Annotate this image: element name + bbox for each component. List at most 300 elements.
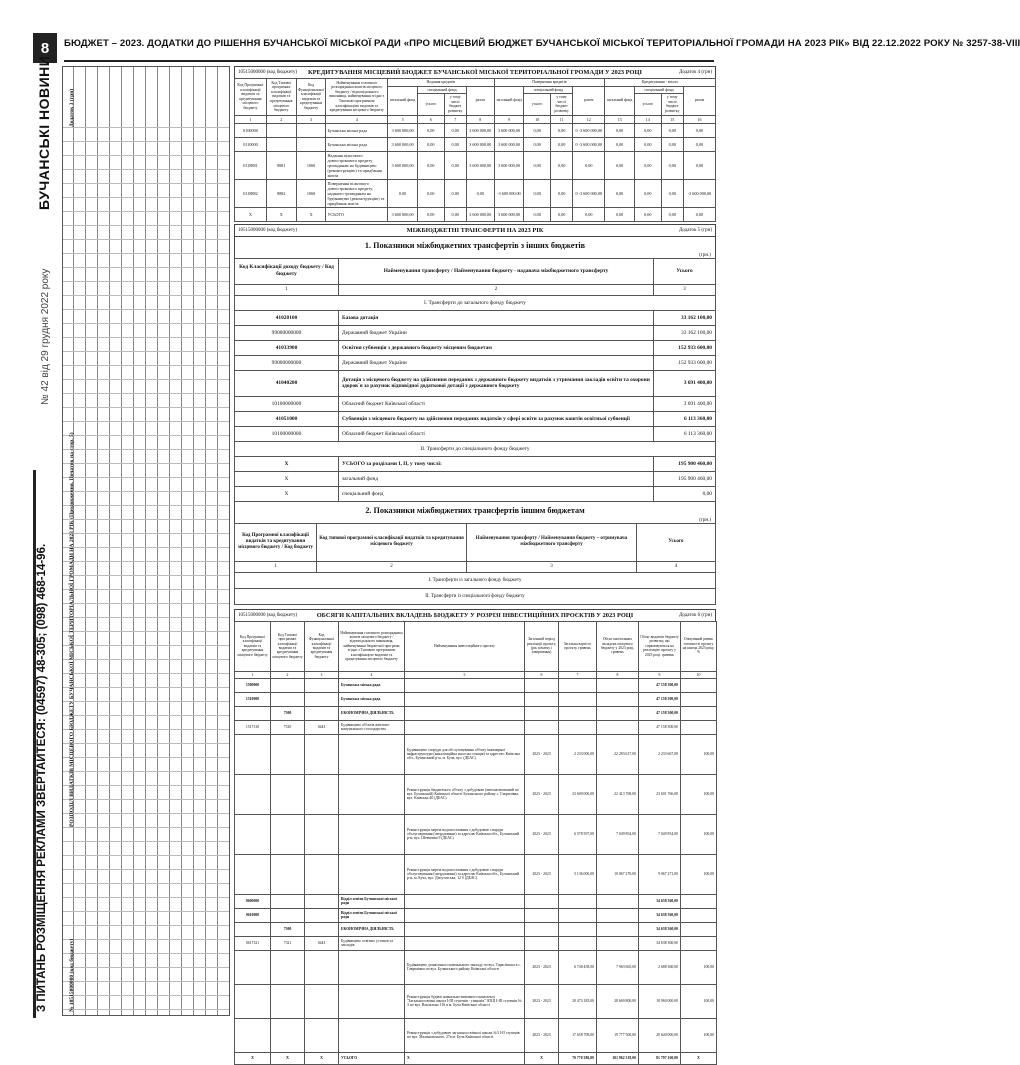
invest-cell: 0617321 xyxy=(235,936,271,950)
invest-cell: 7 963 665,00 xyxy=(597,950,639,984)
invest-cell xyxy=(559,720,597,734)
invest-cell xyxy=(681,908,717,922)
credit-col-number: 3 xyxy=(296,115,326,123)
invest-cell xyxy=(271,734,305,774)
invest-cell xyxy=(235,922,271,936)
invest-cell xyxy=(405,908,525,922)
credit-h-g3: Кредитування - всього xyxy=(605,79,716,87)
credit-cell: 0,00 xyxy=(683,151,715,179)
transfers-name-cell: Обласний бюджет Київської області xyxy=(339,426,654,441)
invest-cell xyxy=(305,854,339,894)
invest-cell: 47 158 300,00 xyxy=(639,692,681,706)
invest-cell: 100,00 xyxy=(681,734,717,774)
rot-code: № 10515000000 (код бюджету) xyxy=(69,938,75,1012)
transfers-code-cell: 10100000000 xyxy=(235,396,339,411)
rot-grid-line xyxy=(181,67,182,1015)
credit-cell: 0,00 xyxy=(444,151,466,179)
transfers-value-cell: 0,00 xyxy=(654,486,716,501)
rot-grid-line xyxy=(63,715,229,716)
invest-cell: 10 067 270,00 xyxy=(597,854,639,894)
transfers-h3: Усього xyxy=(654,258,716,284)
credit-cell: 3 600 000,00 xyxy=(466,207,494,221)
invest-cell xyxy=(681,922,717,936)
invest-cell: 7321 xyxy=(271,936,305,950)
invest-row xyxy=(235,950,717,984)
credit-cell: 0,00 xyxy=(683,123,715,137)
rot-grid-line xyxy=(169,67,170,1015)
invest-cell xyxy=(339,734,405,774)
credit-cell: 0,00 xyxy=(417,179,444,207)
invest-cell xyxy=(597,678,639,692)
credit-col-number: 16 xyxy=(683,115,715,123)
credit-cell: 0,00 xyxy=(550,137,572,151)
rot-grid-line xyxy=(63,603,229,604)
transfers-code-cell: 41040200 xyxy=(235,370,339,396)
invest-cell xyxy=(559,706,597,720)
credit-cell: 3 600 000,00 xyxy=(494,123,524,137)
invest-cell xyxy=(271,908,305,922)
credit-cell: 0,00 xyxy=(605,137,635,151)
transfers-section-2: II. Трансферти до спеціального фонду бюджету xyxy=(235,441,716,456)
invest-row xyxy=(235,1052,717,1064)
credit-cell: 0 -3 600 000,00 xyxy=(573,137,605,151)
invest-cell xyxy=(405,922,525,936)
invest-cell: 100,00 xyxy=(681,854,717,894)
invest-col-number: 7 xyxy=(559,671,597,678)
invest-number-row xyxy=(235,671,717,678)
credit-h-total: разом xyxy=(573,86,605,115)
credit-cell: 8882 xyxy=(266,179,296,207)
invest-cell: 2 233 000,00 xyxy=(559,734,597,774)
rot-grid-line xyxy=(63,645,229,646)
rot-grid-line xyxy=(63,393,229,394)
invest-cell: 23 601 766,00 xyxy=(639,774,681,814)
invest-cell: 2023 - 2023 xyxy=(525,734,559,774)
credit-col-number: 8 xyxy=(466,115,494,123)
invest-cell xyxy=(405,706,525,720)
invest-cell xyxy=(525,692,559,706)
transfers-name-cell: Освітня субвенція з державного бюджету місцевим бюджетам xyxy=(339,340,654,355)
invest-cell xyxy=(271,814,305,854)
rot-grid-line xyxy=(63,533,229,534)
invest-cell: X xyxy=(305,1052,339,1064)
rot-grid-line xyxy=(63,813,229,814)
invest-header xyxy=(234,609,716,621)
invest-cell: 1517310 xyxy=(235,720,271,734)
transfers-code-cell: 41033900 xyxy=(235,340,339,355)
invest-cell xyxy=(339,854,405,894)
transfers-unit: (грн.) xyxy=(699,252,711,258)
credit-cell: 0,00 xyxy=(635,137,662,151)
invest-cell: 2023 - 2023 xyxy=(525,1018,559,1052)
rot-grid-line xyxy=(63,995,229,996)
transfers-value-cell: 6 113 360,00 xyxy=(654,426,716,441)
invest-cell xyxy=(339,774,405,814)
credit-cell: 0,00 xyxy=(573,151,605,179)
credit-cell: 0,00 xyxy=(605,179,635,207)
rot-grid-line xyxy=(63,659,229,660)
rot-grid-line xyxy=(205,67,206,1015)
transfers-code-cell: 10100000000 xyxy=(235,426,339,441)
credit-col-number: 2 xyxy=(266,115,296,123)
transfers-value-cell: 152 933 600,00 xyxy=(654,340,716,355)
credit-cell: -3 600 000,00 xyxy=(683,179,715,207)
transfers-value-cell: 3 691 400,00 xyxy=(654,396,716,411)
transfers-code-cell: 41051000 xyxy=(235,411,339,426)
rot-grid-line xyxy=(63,127,229,128)
rot-grid-line xyxy=(63,169,229,170)
invest-cell xyxy=(681,692,717,706)
credit-row xyxy=(235,151,716,179)
invest-cell: 6 748 458,00 xyxy=(559,950,597,984)
credit-cell: 3 600 000,00 xyxy=(388,151,418,179)
ads-contact: З ПИТАНЬ РОЗМІЩЕННЯ РЕКЛАМИ ЗВЕРТАЙТЕСЯ: (04597) 48-305; (098) 468-14-96. xyxy=(36,543,48,1012)
credit-h-g2: Повернення кредитів xyxy=(494,79,605,87)
invest-cell: Реконструкція мереж водопостачання з добудовою споруди обслуговування (свердловини) за адресою Київська обл., Бучанський р-н, м. Буча, вул. Депутатська, 12 б (ДБАС) xyxy=(405,854,525,894)
invest-cell xyxy=(305,894,339,908)
invest-cell xyxy=(339,950,405,984)
rot-grid-line xyxy=(63,281,229,282)
transfers-value-cell: 33 162 100,00 xyxy=(654,310,716,325)
transfers-name-cell: Обласний бюджет Київської області xyxy=(339,396,654,411)
credit-code: 10515000000 (код бюджету) xyxy=(238,70,298,75)
rot-grid-line xyxy=(63,673,229,674)
invest-cell xyxy=(525,936,559,950)
credit-cell: 3 600 000,00 xyxy=(388,207,418,221)
invest-cell xyxy=(339,1018,405,1052)
credit-cell: 3 600 000,00 xyxy=(388,137,418,151)
invest-annex: Додаток 6 (грн) xyxy=(678,612,712,618)
invest-cell xyxy=(559,692,597,706)
credit-col-number: 1 xyxy=(235,115,267,123)
credit-col-number: 13 xyxy=(605,115,635,123)
transfers-section-1: I. Трансферти до загального фонду бюджету xyxy=(235,295,716,310)
rot-grid-line xyxy=(63,253,229,254)
credit-cell: 0,00 xyxy=(605,207,635,221)
transfers-out-col-number: 2 xyxy=(317,561,467,572)
credit-cell: 0 -3 600 000,00 xyxy=(573,179,605,207)
invest-cell: 6 578 597,00 xyxy=(559,814,597,854)
credit-cell: 0,00 xyxy=(524,179,551,207)
invest-cell xyxy=(271,950,305,984)
transfers-out-number-row xyxy=(235,561,716,572)
invest-cell xyxy=(271,1018,305,1052)
transfers-out-h4: Усього xyxy=(637,523,716,561)
invest-cell xyxy=(559,894,597,908)
invest-cell: 7310 xyxy=(271,720,305,734)
credit-col-number: 14 xyxy=(635,115,662,123)
credit-cell: 0,00 xyxy=(444,123,466,137)
invest-cell xyxy=(597,720,639,734)
rot-grid-line xyxy=(63,743,229,744)
invest-cell xyxy=(271,774,305,814)
rot-grid-line xyxy=(63,631,229,632)
credit-cell: 0118881 xyxy=(235,151,267,179)
invest-cell xyxy=(525,720,559,734)
transfers-row xyxy=(235,340,716,355)
invest-col-number: 5 xyxy=(405,671,525,678)
transfers-out-h3: Найменування трансферту / Найменування бюджету – отримувача міжбюджетного трансферту xyxy=(467,523,637,561)
rot-grid-line xyxy=(63,897,229,898)
invest-cell: 34 638 360,00 xyxy=(639,908,681,922)
rot-grid-line xyxy=(63,239,229,240)
transfers-row xyxy=(235,486,716,501)
credit-cell: 0,00 xyxy=(683,137,715,151)
invest-cell xyxy=(271,854,305,894)
invest-cell: 0443 xyxy=(305,720,339,734)
transfers-value-cell: 3 691 400,00 xyxy=(654,370,716,396)
credit-cell: 0,00 xyxy=(605,151,635,179)
invest-header-cell: Загальний період реалізації проєкту, (рік початку і завершення) xyxy=(525,621,559,671)
invest-cell xyxy=(235,854,271,894)
credit-cell: 0,00 xyxy=(444,137,466,151)
invest-cell: 2023 - 2023 xyxy=(525,854,559,894)
transfers-row xyxy=(235,310,716,325)
credit-h-spec: спеціальний фонд xyxy=(635,86,684,94)
invest-cell xyxy=(305,950,339,984)
transfers-code-cell: 99000000000 xyxy=(235,325,339,340)
invest-cell xyxy=(405,720,525,734)
invest-cell: 100,00 xyxy=(681,774,717,814)
invest-cell: 22 413 768,00 xyxy=(597,774,639,814)
invest-cell xyxy=(681,678,717,692)
invest-cell: X xyxy=(271,1052,305,1064)
transfers-row xyxy=(235,411,716,426)
credit-col-number: 11 xyxy=(550,115,572,123)
rot-grid-line xyxy=(157,67,158,1015)
invest-cell: Реконструкція бюджетного об'єкту з добудовою (автоматизований по вул. Бучанській) Київської області Бучанського району с. Гаврилівка, вул. Київська 40 (ДБАС) xyxy=(405,774,525,814)
invest-cell: Відділ освіти Бучанської міської ради xyxy=(339,908,405,922)
transfers-name-cell: Субвенція з місцевого бюджету на здійснення переданих видатків у сфері освіти за рахунок коштів освітньої субвенції xyxy=(339,411,654,426)
credit-cell: 1060 xyxy=(296,179,326,207)
invest-cell xyxy=(525,678,559,692)
credit-number-row xyxy=(235,115,716,123)
credit-cell: 0,00 xyxy=(605,123,635,137)
credit-cell: 3 600 000,00 xyxy=(466,137,494,151)
invest-cell: 9 067 271,00 xyxy=(639,854,681,894)
invest-cell xyxy=(305,814,339,854)
rot-grid-line xyxy=(63,477,229,478)
transfers-name-cell: Державний бюджет України xyxy=(339,355,654,370)
credit-h-gen: загальний фонд xyxy=(388,86,418,115)
rot-grid-line xyxy=(63,211,229,212)
invest-header-cell: Найменування головного розпорядника коштів місцевого бюджету / відповідального виконавця, найменування бюджетної програми згідно з Типовою програмною класифікацією видатків та кредитування місцевого бюджету xyxy=(339,621,405,671)
invest-cell xyxy=(681,720,717,734)
rot-title: РОЗПОДІЛ ВИДАТКІВ МІСЦЕВОГО БЮДЖЕТУ БУЧАНСЬКОЇ МІСЬКОЇ ТЕРИТОРІАЛЬНОЇ ГРОМАДИ НА 2023 РІК (Продовження. Початок на стор. 5) xyxy=(69,432,75,827)
credit-cell: 8881 xyxy=(266,151,296,179)
transfers-section-row xyxy=(235,441,716,456)
invest-row xyxy=(235,706,717,720)
credit-cell xyxy=(296,123,326,137)
rot-grid-line xyxy=(63,267,229,268)
invest-cell xyxy=(405,692,525,706)
invest-cell xyxy=(235,984,271,1018)
invest-header-cell: Найменування інвестиційного проєкту xyxy=(405,621,525,671)
credit-h-dev: у тому числі бюджет розвитку xyxy=(550,94,572,115)
invest-cell: 100,00 xyxy=(681,1018,717,1052)
credit-cell: 0,00 xyxy=(524,207,551,221)
invest-cell xyxy=(405,678,525,692)
rot-annex: Додаток 3 (грн) xyxy=(69,88,75,127)
main-column xyxy=(234,66,716,1065)
credit-col-number: 6 xyxy=(417,115,444,123)
invest-cell xyxy=(339,814,405,854)
invest-cell: 101 962 318,00 xyxy=(597,1052,639,1064)
credit-row xyxy=(235,123,716,137)
rot-grid-line xyxy=(63,155,229,156)
page-header: БЮДЖЕТ – 2023. ДОДАТКИ ДО РІШЕННЯ БУЧАНСЬКОЇ МІСЬКОЇ РАДИ «ПРО МІСЦЕВИЙ БЮДЖЕТ БУЧАНСЬКОЇ МІСЬКОЇ ТЕРИТОРІАЛЬНОЇ ГРОМАДИ НА 2023 РІК» ВІД 22.12.2022 РОКУ № 3257-38-VIII xyxy=(64,38,1020,49)
invest-col-number: 6 xyxy=(525,671,559,678)
invest-cell xyxy=(305,678,339,692)
rot-grid-line xyxy=(63,729,229,730)
rot-grid-line xyxy=(145,67,146,1015)
transfers-value-cell: 6 113 360,00 xyxy=(654,411,716,426)
credit-cell: 3 600 000,00 xyxy=(466,151,494,179)
invest-cell: ЕКОНОМІЧНА ДІЯЛЬНІСТЬ xyxy=(339,922,405,936)
transfers-value-cell: 195 900 460,00 xyxy=(654,471,716,486)
issue-info: № 42 від 29 грудня 2022 року xyxy=(40,268,51,405)
credit-cell: 3 600 000,00 xyxy=(494,207,524,221)
invest-col-number: 1 xyxy=(235,671,271,678)
invest-table xyxy=(234,621,717,1065)
rot-grid-line xyxy=(63,183,229,184)
credit-col-number: 4 xyxy=(326,115,388,123)
transfers-section-row xyxy=(235,295,716,310)
transfers-out-col-number: 4 xyxy=(637,561,716,572)
invest-code: 10515000000 (код бюджету) xyxy=(238,612,298,618)
invest-col-number: 2 xyxy=(271,671,305,678)
transfers-name-cell: Державний бюджет України xyxy=(339,325,654,340)
rot-grid-line xyxy=(63,561,229,562)
invest-cell xyxy=(271,678,305,692)
credit-header xyxy=(234,66,716,78)
invest-cell: Будівництво споруди для обслуговування об'єкту інженерної інфраструктури (каналізаційна насосна станція) за адресою: Київська обл., Бучанський р-н, м. Буча, вул. (ДБАС) xyxy=(405,734,525,774)
rot-grid-line xyxy=(63,589,229,590)
rot-grid-line xyxy=(63,841,229,842)
transfers-row xyxy=(235,396,716,411)
invest-cell: 47 158 300,00 xyxy=(639,720,681,734)
newspaper-brand: БУЧАНСЬКІ НОВИНИ xyxy=(36,55,52,210)
rot-grid-line xyxy=(63,463,229,464)
credit-cell: 0,00 xyxy=(550,179,572,207)
credit-cell: 0 -3 600 000,00 xyxy=(573,123,605,137)
invest-cell xyxy=(597,894,639,908)
rot-grid-line xyxy=(63,827,229,828)
invest-cell: 7300 xyxy=(271,922,305,936)
invest-cell xyxy=(235,734,271,774)
invest-col-number: 8 xyxy=(597,671,639,678)
rot-grid-line xyxy=(63,435,229,436)
credit-cell: 0,00 xyxy=(444,179,466,207)
transfers-out-col-number: 1 xyxy=(235,561,317,572)
invest-cell xyxy=(305,706,339,720)
transfers-code: 10515000000 (код бюджету) xyxy=(238,227,298,233)
credit-cell: 0,00 xyxy=(635,151,662,179)
invest-cell: Бучанська міська рада xyxy=(339,692,405,706)
credit-cell: 0,00 xyxy=(466,179,494,207)
credit-cell: 0110000 xyxy=(235,137,267,151)
rot-grid-line xyxy=(63,869,229,870)
credit-cell: 0,00 xyxy=(444,207,466,221)
invest-cell xyxy=(405,894,525,908)
credit-cell: 0118882 xyxy=(235,179,267,207)
transfers-annex: Додаток 5 (грн) xyxy=(678,227,712,233)
rot-grid-line xyxy=(121,67,122,1015)
rot-grid-line xyxy=(63,323,229,324)
transfers-out-table xyxy=(234,523,716,605)
credit-cell: 0,00 xyxy=(524,137,551,151)
invest-cell xyxy=(525,922,559,936)
rot-grid-line xyxy=(63,449,229,450)
invest-row xyxy=(235,814,717,854)
invest-cell: Бучанська міська рада xyxy=(339,678,405,692)
transfers-part1-title: 1. Показники міжбюджетних трансфертів з інших бюджетів xyxy=(364,240,586,250)
invest-cell xyxy=(597,706,639,720)
credit-cell: 3 600 000,00 xyxy=(466,123,494,137)
rot-grid-line xyxy=(63,967,229,968)
transfers-code-cell: X xyxy=(235,456,339,471)
transfers-row xyxy=(235,355,716,370)
invest-header-cell: Код Програмної класифікації видатків та кредитування місцевого бюджету xyxy=(235,621,271,671)
invest-cell: 22 283 617,00 xyxy=(597,734,639,774)
invest-cell: 19 777 500,00 xyxy=(597,1018,639,1052)
transfers-row xyxy=(235,456,716,471)
credit-h-g1: Надання кредитів xyxy=(388,79,494,87)
credit-cell: 0,00 xyxy=(635,207,662,221)
invest-cell: 5 136 000,00 xyxy=(559,854,597,894)
credit-col-number: 15 xyxy=(661,115,683,123)
invest-cell: 2023 - 2023 xyxy=(525,774,559,814)
rot-grid-line xyxy=(63,421,229,422)
invest-cell xyxy=(559,922,597,936)
credit-h-c2: Код Типової програмної класифікації видатків та кредитування місцевого бюджету xyxy=(266,79,296,116)
transfers-out-section-row xyxy=(235,588,716,604)
transfers-value-cell: 195 900 460,00 xyxy=(654,456,716,471)
credit-cell xyxy=(266,137,296,151)
credit-title: КРЕДИТУВАННЯ МІСЦЕВИЙ БЮДЖЕТ БУЧАНСЬКОЇ МІСЬКОЇ ТЕРИТОРІАЛЬНОЇ ГРОМАДИ У 2023 РОЦІ xyxy=(308,69,642,76)
credit-cell: УСЬОГО xyxy=(326,207,388,221)
invest-cell: 100,00 xyxy=(681,984,717,1018)
credit-cell xyxy=(296,137,326,151)
rot-grid-line xyxy=(63,771,229,772)
invest-row xyxy=(235,984,717,1018)
rot-grid-line xyxy=(63,883,229,884)
credit-cell: 0,00 xyxy=(417,207,444,221)
credit-h-c3: Код Функціональної класифікації видатків та кредитування бюджету xyxy=(296,79,326,116)
invest-cell xyxy=(235,706,271,720)
invest-cell xyxy=(305,692,339,706)
invest-cell: Реконструкція будівлі навчально-виховного комплексу "Загальноосвітня школа I-III ступенів - гімназія" ЗОШ I-III ступенів № 3 по вул. Вокзальна 116 в м. Буча Київської області xyxy=(405,984,525,1018)
invest-cell: 70 770 386,00 xyxy=(559,1052,597,1064)
invest-cell xyxy=(235,814,271,854)
rot-grid-line xyxy=(63,575,229,576)
transfers-out-h2: Код типової програмної класифікації видатків та кредитування місцевого бюджету xyxy=(317,523,467,561)
invest-cell xyxy=(597,692,639,706)
credit-h-total: разом xyxy=(683,86,715,115)
invest-cell: 2023 - 2023 xyxy=(525,814,559,854)
rot-grid-line xyxy=(63,981,229,982)
rotated-expenditure-table xyxy=(62,66,230,1016)
invest-cell: 2 688 360,00 xyxy=(639,950,681,984)
transfers-table xyxy=(234,258,716,502)
transfers-code-cell: 99000000000 xyxy=(235,355,339,370)
transfers-row xyxy=(235,325,716,340)
credit-cell: 0,00 xyxy=(524,151,551,179)
invest-row xyxy=(235,720,717,734)
credit-cell: 3 600 000,00 xyxy=(388,123,418,137)
invest-cell xyxy=(597,922,639,936)
transfers-col-number: 3 xyxy=(654,284,716,295)
